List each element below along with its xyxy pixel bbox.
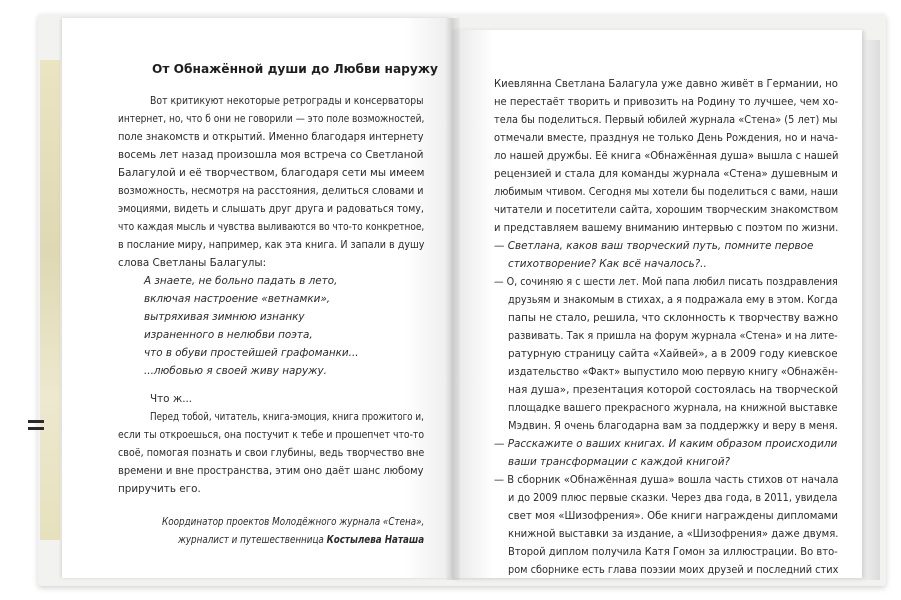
book-gutter [446, 18, 460, 580]
poem-line: что в обуви простейшей графоманки... [144, 347, 359, 359]
intro-line: возможность, несмотря на расстояния, делиться словами и [118, 185, 424, 197]
intro-line: интернет, но, что б они не говорили — это поле возможностей, [118, 113, 425, 125]
outro-line: если ты откроешься, она постучит к тебе и прошепчет что-то [118, 429, 425, 441]
intro-line: поле знакомств и открытий. Именно благодаря интернету [118, 131, 424, 143]
outro-line: времени и вне пространства, этим оно даёт шанс любому [118, 465, 424, 477]
question-line: — Светлана, каков ваш творческий путь, помните первое [494, 240, 814, 252]
answer-line: издательство «Факт» выпустило мою первую книгу «Обнажён- [508, 366, 838, 378]
outro-line: своё, помогая познать и свои глубины, ведь творчество вне [118, 447, 425, 459]
outro-line: Перед тобой, читатель, книга-эмоция, книга прожитого и, [150, 411, 424, 423]
article-title: От Обнажённой души до Любви наружу [152, 62, 438, 76]
poem-line: А знаете, не больно падать в лето, [144, 275, 338, 287]
answer-line: — В сборник «Обнажённая душа» вошла часть стихов от начала [494, 474, 839, 486]
body-line: рецензией и стала для команды журнала «Стена» душевным и [494, 168, 838, 180]
body-line: любимым чтивом. Сегодня мы хотели бы поделиться с вами, наши [494, 186, 839, 198]
poem-line: вытряхивая зимнюю изнанку [144, 311, 305, 323]
page-block-edge [860, 40, 880, 580]
question-line: стихотворение? Как всё началось?.. [508, 258, 707, 270]
poem-line: израненного в нелюбви поэта, [144, 329, 313, 341]
cover-stripe [28, 420, 44, 423]
answer-line: — О, сочиняю я с шести лет. Мой папа любил писать поздравления [494, 276, 838, 288]
answer-line: книжной выставки за издание, а «Шизофрения» даже двумя. [508, 528, 839, 540]
signature-role: Координатор проектов Молодёжного журнала «Стена», [162, 516, 425, 528]
intro-line: восемь лет назад произошла моя встреча со Светланой [118, 149, 424, 161]
question-line: ваши трансформации с каждой книгой? [508, 456, 731, 468]
answer-line: площадке вашего прекрасного журнала, на книжной выставке [508, 402, 838, 414]
answer-line: ром сборнике есть глава поэзии моих друзей и последний стих [508, 564, 839, 576]
question-line: — Расскажите о ваших книгах. И каким образом происходили [494, 438, 838, 450]
intro-line: эмоциями, видеть и слышать друг друга и радоваться тому, [118, 203, 424, 215]
body-line: тела бы поделиться. Первый юбилей журнала «Стена» (5 лет) мы [494, 114, 838, 126]
body-line: отмечали вместе, празднуя не только День Рождения, но и нача- [494, 132, 839, 144]
signature-name: Костылева Наташа [326, 534, 425, 546]
intro-line: Балагулой и её творчеством, благодаря сети мы имеем [118, 167, 425, 179]
outro-line: приручить его. [118, 483, 201, 495]
signature-role-2: журналист и путешественница [178, 534, 324, 546]
body-line: ло нашей дружбы. Её книга «Обнажённая душа» вышла с нашей [494, 150, 839, 162]
answer-line: и до 2009 плюс первые сказки. Через два года, в 2011, увидела [508, 492, 838, 504]
answer-line: Второй диплом получила Катя Гомон за иллюстрации. Во вто- [508, 546, 838, 558]
answer-line: Мэдвин. Я очень благодарна вам за поддержку и веру в меня. [508, 420, 838, 432]
intro-line: что каждая мысль и чувства выливаются во что-то конкретное, [118, 221, 425, 233]
answer-line: папы не стало, решила, что склонность к творчеству важно [508, 312, 839, 324]
body-line: не перестаёт творить и привозить на Родину то лучшее, чем хо- [494, 96, 839, 108]
body-line: Киевлянна Светлана Балагула уже давно живёт в Германии, но [494, 78, 838, 90]
poem-line: включая настроение «ветнамки», [144, 293, 331, 305]
answer-line: развивать. Так я пришла на форум журнала «Стена» и на лите- [508, 330, 838, 342]
outro-line: Что ж... [150, 393, 193, 405]
intro-line: Вот критикуют некоторые ретрограды и консерваторы [150, 95, 424, 107]
body-line: и представляем вашему вниманию интервью с поэтом по жизни. [494, 222, 839, 234]
intro-line: в послание миру, например, как эта книга. И запали в душу [118, 239, 425, 251]
cover-stripe [28, 427, 44, 430]
signature-line [178, 532, 424, 550]
poem-line: ...любовью я своей живу наружу. [144, 365, 327, 377]
answer-line: свет моя «Шизофрения». Обе книги награждены дипломами [508, 510, 838, 522]
answer-line: ная душа», презентация которой состоялась на творческой [508, 384, 839, 396]
body-line: читатели и посетители сайта, хорошим творческим знакомством [494, 204, 839, 216]
intro-line: слова Светланы Балагулы: [118, 257, 267, 269]
answer-line: ратурную страницу сайта «Хайвей», а в 2009 году киевское [508, 348, 838, 360]
answer-line: друзьям и знакомым в стихах, а я подражала ему в этом. Когда [508, 294, 838, 306]
cover-artwork-edge [40, 60, 60, 540]
